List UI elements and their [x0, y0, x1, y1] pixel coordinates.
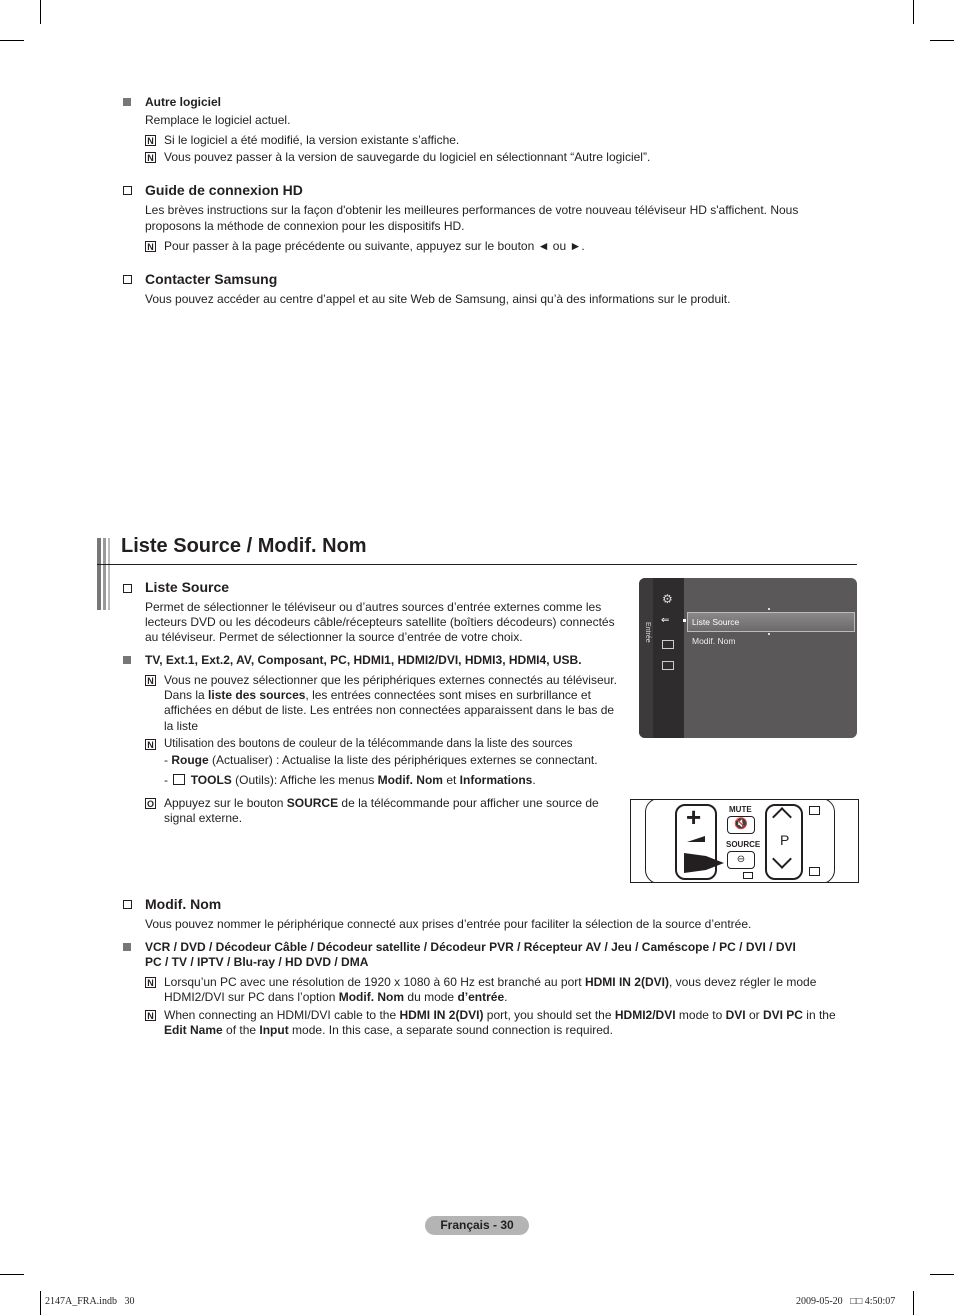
crop-mark	[40, 1291, 41, 1315]
guide-icon	[809, 806, 820, 815]
note-icon: N	[145, 739, 156, 750]
contact-title: Contacter Samsung	[145, 271, 278, 287]
liste-source-note-3-line-1: Appuyez sur le bouton SOURCE de la télécommande pour afficher une source de	[164, 796, 599, 810]
tools-icon	[173, 774, 185, 785]
print-slug-right: 2009-05-20 □□ 4:50:07	[796, 1296, 896, 1307]
section-marker-bar	[103, 538, 106, 610]
square-bullet-icon	[123, 656, 131, 664]
source-button[interactable]: ⊖	[727, 851, 755, 869]
section-marker-bar	[108, 538, 110, 610]
square-bullet-icon	[123, 98, 131, 106]
tv-menu-item-liste-source[interactable]	[687, 612, 855, 632]
device-types-line-1: VCR / DVD / Décodeur Câble / Décodeur satellite / Décodeur PVR / Récepteur AV / Jeu / Caméscope / PC / DVI / DVI	[145, 940, 796, 954]
liste-source-note-1-line-1: Vous ne pouvez sélectionner que les périphériques externes connectés au téléviseur.	[164, 673, 617, 687]
note-icon: N	[145, 1010, 156, 1021]
page-section-title: Liste Source / Modif. Nom	[121, 535, 367, 557]
liste-source-desc-line-2: lecteurs DVD ou les décodeurs câble/récepteurs satellite (boîtiers décodeurs) connectés	[145, 615, 615, 629]
note-icon: N	[145, 152, 156, 163]
note-icon: N	[145, 977, 156, 988]
tv-menu-item-liste-source-label: Liste Source	[692, 617, 740, 627]
section-title-rule	[97, 564, 857, 565]
crop-mark	[930, 40, 954, 41]
modif-nom-desc: Vous pouvez nommer le périphérique connecté aux prises d’entrée pour faciliter la sélection de la source d’entrée.	[145, 917, 752, 931]
tv-menu-pointer-icon	[683, 619, 686, 622]
menu-icon	[809, 867, 820, 876]
liste-source-note-3-line-2: signal externe.	[164, 811, 243, 825]
modif-nom-note-1-line-1: Lorsqu’un PC avec une résolution de 1920 x 1080 à 60 Hz est branché au port HDMI IN 2(DVI), vous devez régler le mode	[164, 975, 817, 989]
volume-plus-icon: +	[686, 802, 702, 832]
mute-label: MUTE	[729, 805, 752, 814]
square-bullet-icon	[123, 943, 131, 951]
checkbox-bullet-icon	[123, 186, 132, 195]
support-icon	[662, 661, 674, 670]
modif-nom-title: Modif. Nom	[145, 896, 222, 912]
remote-note-icon: O	[146, 799, 154, 809]
tv-menu-left-strip	[639, 578, 653, 738]
modif-nom-note-2-line-2: Edit Name of the Input mode. In this case, a separate sound connection is required.	[164, 1023, 613, 1037]
crop-mark	[0, 1274, 24, 1275]
modif-nom-note-1-line-2: HDMI2/DVI sur PC dans l’option Modif. Nom du mode d’entrée.	[164, 990, 508, 1004]
liste-source-desc-line-1: Permet de sélectionner le téléviseur ou d’autres sources d’entrée externes comme les	[145, 600, 602, 614]
crop-mark	[0, 40, 24, 41]
source-label: SOURCE	[726, 840, 761, 849]
liste-source-note-1-line-4: la liste	[164, 719, 199, 733]
autre-logiciel-note-1: Si le logiciel a été modifié, la version existante s’affiche.	[164, 133, 460, 147]
autre-logiciel-title: Autre logiciel	[145, 95, 222, 109]
liste-source-title: Liste Source	[145, 579, 230, 595]
liste-source-note-1-line-2: Dans la liste des sources, les entrées connectées sont mises en surbrillance et	[164, 688, 591, 702]
crop-mark	[913, 0, 914, 24]
tv-menu-scroll-dot	[768, 608, 770, 610]
red-button-sub-item: - Rouge (Actualiser) : Actualise la liste des périphériques externes se connectant.	[164, 753, 598, 767]
autre-logiciel-desc: Remplace le logiciel actuel.	[145, 113, 291, 127]
tv-menu-scroll-dot	[768, 633, 770, 635]
checkbox-bullet-icon	[123, 900, 132, 909]
modif-nom-note-2-line-1: When connecting an HDMI/DVI cable to the HDMI IN 2(DVI) port, you should set the HDMI2/DVI mode to DVI or DVI PC in the	[164, 1008, 836, 1022]
guide-desc-line-2: proposons la méthode de connexion pour les dispositifs HD.	[145, 219, 465, 233]
tv-menu-screenshot	[639, 578, 857, 738]
checkbox-bullet-icon	[123, 275, 132, 284]
note-icon: N	[145, 675, 156, 686]
guide-note: Pour passer à la page précédente ou suivante, appuyez sur le bouton ◄ ou ►.	[164, 239, 585, 253]
info-icon	[743, 872, 753, 879]
settings-gear-icon: ⚙	[662, 592, 673, 606]
liste-source-note-1-line-3: affichées en début de liste. Les entrées non connectées apparaissent dans le bas de	[164, 703, 615, 717]
page-number-badge: Français - 30	[425, 1216, 529, 1235]
guide-title: Guide de connexion HD	[145, 182, 303, 198]
channel-p-label: P	[780, 832, 790, 848]
app-icon	[662, 640, 674, 649]
contact-desc: Vous pouvez accéder au centre d’appel et au site Web de Samsung, ainsi qu’à des informations sur le produit.	[145, 292, 731, 306]
print-slug-left: 2147A_FRA.indb 30	[45, 1296, 135, 1307]
liste-source-desc-line-3: au téléviseur. Permet de sélectionner la source d’entrée de votre choix.	[145, 630, 523, 644]
liste-source-note-2: Utilisation des boutons de couleur de la télécommande dans la liste des sources	[164, 738, 573, 750]
note-icon: N	[145, 135, 156, 146]
remote-illustration	[630, 799, 859, 883]
checkbox-bullet-icon	[123, 584, 132, 593]
crop-mark	[930, 1274, 954, 1275]
tools-sub-item: - TOOLS (Outils): Affiche les menus Modif. Nom et Informations.	[164, 773, 536, 787]
input-plug-icon: ⇐	[661, 615, 670, 626]
device-types-line-2: PC / TV / IPTV / Blu-ray / HD DVD / DMA	[145, 955, 369, 969]
note-icon: N	[145, 241, 156, 252]
crop-mark	[40, 0, 41, 24]
tv-menu-item-modif-nom[interactable]: Modif. Nom	[692, 636, 736, 646]
section-marker-bar	[97, 538, 101, 610]
autre-logiciel-note-2: Vous pouvez passer à la version de sauvegarde du logiciel en sélectionnant “Autre logiciel”.	[164, 150, 651, 164]
mute-button[interactable]: 🔇	[727, 816, 755, 834]
sources-list: TV, Ext.1, Ext.2, AV, Composant, PC, HDMI1, HDMI2/DVI, HDMI3, HDMI4, USB.	[145, 653, 582, 667]
crop-mark	[913, 1291, 914, 1315]
guide-desc-line-1: Les brèves instructions sur la façon d'obtenir les meilleures performances de votre nouveau téléviseur HD s'affichent. Nous	[145, 203, 799, 217]
tv-menu-side-label: Entrée	[644, 622, 651, 643]
